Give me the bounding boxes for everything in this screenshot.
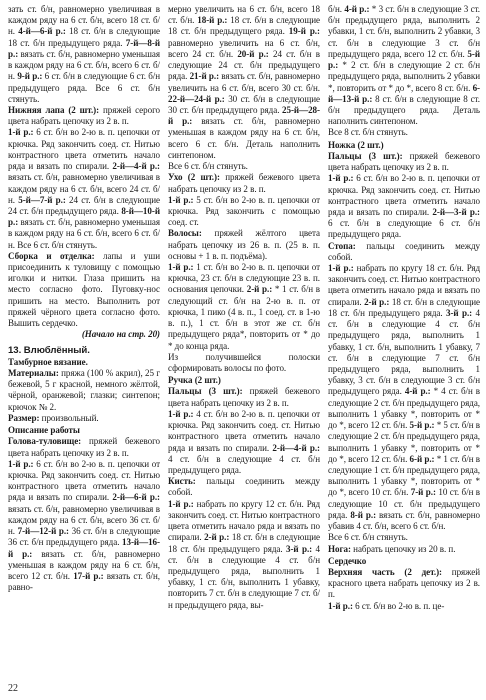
technique-label: Тамбурное вязание. [8, 356, 88, 367]
paragraph: Сборка и отделка: лапы и уши присоединить к туловищу с помощью иголки и нитки. Глаза пришить на место согласно фото. Пуговку-нос пришить на место. Выполнить рот пряжей чёрного цвета согласно фото. Вышить сердечко. [8, 250, 160, 329]
section-title: 13. Влюблённый. [8, 344, 90, 356]
paragraph: Верхняя часть (2 дет.): пряжей красного цвета набрать цепочку из 2 в. п. [328, 566, 480, 600]
paragraph: 1-й р.: набрать по кругу 12 ст. б/н. Ряд закончить соед. ст. Нитью контрастного цвета отметить начало ряда и вязать по спирали. 2-й р.: 18 ст. б/н в следующие 18 ст. б/н предыдущего ряда. 3-й р.: 4 ст. б/н в следующие 4 ст. б/н предыдущего ряда, выполнить 1 убавку, 1 ст. б/н, выполнить 1 убавку, повторить 7 ст. б/н в следующие 7 ст. б/н предыдущего ряда, вы- [168, 498, 320, 610]
paragraph: зать ст. б/н, равномерно увеличивая в каждом ряду на 6 ст. б/н, всего 18 ст. б/н. 4-й—6-й р.: 18 ст. б/н в следующие 18 ст. б/н предыдущего ряда. 7-й—8-й р.: вязать ст. б/н, равномерно уменьшая в каждом ряду на 6 ст. б/н, всего 6 ст. б/н. 9-й р.: 6 ст. б/н в следующие 6 ст. б/н предыдущего ряда. Все 6 ст. б/н стянуть. [8, 4, 160, 104]
paragraph: 1-й р.: 6 ст. б/н во 2-ю в. п. цепочки от крючка. Ряд закончить соед. ст. Нитью контрастного цвета отметить начало ряда и вязать по спирали. 2-й—6-й р.: вязать ст. б/н, равномерно увеличивая в каждом ряду на 6 ст. б/н, всего 36 ст. б/н. 7-й—12-й р.: 36 ст. б/н в следующие 36 ст. б/н предыдущего ряда. 13-й—16-й р.: вязать ст. б/н, равномерно уменьшая в каждом ряду на 6 ст. б/н, всего 12 ст. б/н. 17-й р.: вязать ст. б/н, равно- [8, 458, 160, 593]
paragraph: Все 8 ст. б/н стянуть. [328, 127, 408, 138]
paragraph: 1-й р.: набрать по кругу 18 ст. б/н. Ряд закончить соед. ст. Нитью контрастного цвета отметить начало ряда и вязать по спирали. 2-й р.: 18 ст. б/н в следующие 18 ст. б/н предыдущего ряда. 3-й р.: 4 ст. б/н в следующие 4 ст. б/н предыдущего ряда, выполнить 1 убавку, 1 ст. б/н, выполнить 1 убавку, 7 ст. б/н в следующие 7 ст. б/н предыдущего ряда, выполнить 1 убавку, 3 ст. б/н в следующие 3 ст. б/н предыдущего ряда. 4-й р.: * 4 ст. б/н в следующие 2 ст. б/н предыдущего ряда, выполнить 1 убавку *, повторить от * до *, всего 12 ст. б/н. 5-й р.: * 5 ст. б/н в следующие 2 ст. б/н предыдущего ряда, выполнить 1 убавку *, повторить от * до *, всего 12 ст. б/н. 6-й р.: * 1 ст. б/н в следующие 1 ст. б/н предыдущего ряда, выполнить 1 убавку *, повторить от * до *, всего 10 ст. б/н. 7-й р.: 10 ст. б/н в следующие 10 ст. б/н предыдущего ряда. 8-й р.: вязать ст. б/н, равномерно убавив 4 ст. б/н, всего 6 ст. б/н. [328, 263, 480, 532]
subsection-heading: Сердечко [328, 555, 367, 566]
continuation-note: (Начало на стр. 20) [81, 329, 160, 340]
work-description-heading: Описание работы [8, 425, 80, 436]
paragraph: 1-й р.: 1 ст. б/н во 2-ю в. п. цепочки от крючка, 23 ст. б/н в следующие 23 в. п. основания цепочки. 2-й р.: * 1 ст. б/н в следующий ст. б/н на 2-ю в. п. от крючка, 1 пико (4 в. п., 1 соед. ст. в 1-ю в. п.), 1 ст. б/н в этот же ст. б/н предыдущего ряда*, повторить от * до * до конца ряда. [168, 262, 320, 351]
paragraph: Ухо (2 шт.): пряжей бежевого цвета набрать цепочку из 2 в. п. [168, 172, 320, 194]
text-column-3 [328, 4, 480, 682]
page-number: 22 [8, 683, 18, 694]
magazine-page [8, 4, 480, 682]
paragraph: Волосы: пряжей жёлтого цвета набрать цепочку из 26 в. п. (25 в. п. основы + 1 в. п. подъёма). [168, 228, 320, 261]
paragraph: Пальцы (3 шт.): пряжей бежевого цвета набрать цепочку из 2 в. п. [328, 150, 480, 173]
subsection-heading: Ножка (2 шт.) [328, 139, 384, 150]
paragraph: Пальцы (3 шт.): пряжей бежевого цвета набрать цепочку из 2 в. п. [168, 386, 320, 408]
paragraph: Материалы: пряжа (100 % акрил), 25 г бежевой, 5 г красной, немного жёлтой, чёрной, оранжевой; глазки; синтепон; крючок № 2. [8, 368, 160, 412]
paragraph: 1-й р.: 4 ст. б/н во 2-ю в. п. цепочки от крючка. Ряд закончить соед. ст. Нитью контрастного цвета отметить начало ряда и вязать по спирали. 2-й—4-й р.: 4 ст. б/н в следующие 4 ст. б/н предыдущего ряда. [168, 408, 320, 475]
paragraph: 1-й р.: 6 ст. б/н во 2-ю в. п. цепочки от крючка. Ряд закончить соед. ст. Нитью контрастного цвета отметить начало ряда и вязать по спирали. 2-й—4-й р.: вязать ст. б/н, равномерно увеличивая в каждом ряду на 6 ст. б/н, всего 24 ст. б/н. 5-й—7-й р.: 24 ст. б/н в следующие 24 ст. б/н предыдущего ряда. 8-й—10-й р.: вязать ст. б/н, равномерно уменьшая в каждом ряду на 6 ст. б/н, всего 6 ст. б/н. Все 6 ст. б/н стянуть. [8, 127, 160, 250]
paragraph: Все 6 ст. б/н стянуть. [168, 161, 248, 172]
paragraph: 1-й р.: 6 ст. б/н во 2-ю в. п. це- [328, 600, 445, 611]
paragraph: Кисть: пальцы соединить между собой. [168, 476, 320, 498]
paragraph: Из получившейся полоски сформировать волосы по фото. [168, 351, 320, 373]
text-column-1 [8, 4, 160, 682]
paragraph: Стопа: пальцы соединить между собой. [328, 240, 480, 262]
text-column-2 [168, 4, 320, 682]
paragraph: Нога: набрать цепочку из 20 в. п. [328, 543, 456, 554]
paragraph: Голова-туловище: пряжей бежевого цвета набрать цепочку из 2 в. п. [8, 436, 160, 458]
paragraph: 1-й р.: 5 ст. б/н во 2-ю в. п. цепочки от крючка. Ряд закончить с помощью соед. ст. [168, 194, 320, 228]
subsection-heading: Ручка (2 шт.) [168, 375, 221, 386]
paragraph: Размер: произвольный. [8, 412, 99, 423]
paragraph: мерно увеличить на 6 ст. б/н, всего 18 ст. б/н. 18-й р.: 18 ст. б/н в следующие 18 ст. б/н предыдущего ряда. 19-й р.: равномерно увеличить на 6 ст. б/н, всего 24 ст. б/н. 20-й р.: 24 ст. б/н в следующие 24 ст. б/н предыдущего ряда. 21-й р.: вязать ст. б/н, равномерно увеличить на 6 ст. б/н, всего 30 ст. б/н. 22-й—24-й р.: 30 ст. б/н в следующие 30 ст. б/н предыдущего ряда. 25-й—28-й р.: вязать ст. б/н, равномерно уменьшая в каждом ряду на 6 ст. б/н, всего 6 ст. б/н. Деталь наполнить синтепоном. [168, 4, 320, 160]
paragraph: б/н. 4-й р.: * 3 ст. б/н в следующие 3 ст. б/н предыдущего ряда, выполнить 2 убавки, 1 ст. б/н, выполнить 2 убавки, 3 ст. б/н в следующие 3 ст. б/н предыдущего ряда, всего 12 ст. б/н. 5-й р.: * 2 ст. б/н в следующие 2 ст. б/н предыдущего ряда, выполнить 2 убавки *, повторить от * до *, всего 8 ст. б/н. 6-й—13-й р.: 8 ст. б/н в следующие 8 ст. б/н предыдущего ряда. Деталь наполнить синтепоном. [328, 4, 480, 127]
paragraph: Нижняя лапа (2 шт.): пряжей серого цвета набрать цепочку из 2 в. п. [8, 104, 160, 127]
paragraph: 1-й р.: 6 ст. б/н во 2-ю в. п. цепочки от крючка. Ряд закончить соед. ст. Нитью контрастного цвета отметить начало ряда и вязать по спирали. 2-й—3-й р.: 6 ст. б/н в следующие 6 ст. б/н предыдущего ряда. [328, 173, 480, 240]
paragraph: Все 6 ст. б/н стянуть. [328, 532, 408, 543]
